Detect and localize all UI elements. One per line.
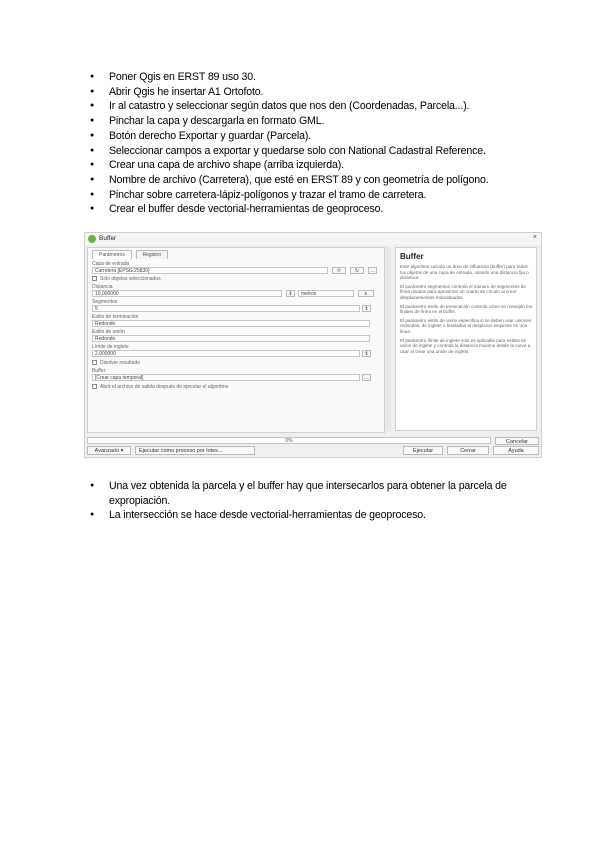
input-layer-label: Capa de entrada — [92, 261, 130, 267]
distance-unit-select[interactable]: metros — [298, 290, 354, 297]
list-item: ● Nombre de archivo (Carretera), que esté en ERST 89 y con geometría de polígono. — [86, 173, 546, 188]
scrollbar[interactable] — [385, 247, 391, 431]
distance-input[interactable]: 10,000000 — [92, 290, 282, 297]
list-item: ● Pinchar sobre carretera-lápiz-polígonos y trazar el tramo de carretera. — [86, 188, 546, 203]
close-button[interactable]: Cerrar — [447, 446, 489, 455]
output-browse-button[interactable]: … — [364, 375, 369, 381]
help-panel — [395, 247, 537, 431]
list-item: ● Crear una capa de archivo shape (arriba izquierda). — [86, 158, 546, 173]
close-icon[interactable]: × — [532, 234, 537, 241]
distance-label: Distancia — [92, 284, 113, 290]
dissolve-label: Disolver resultado — [100, 360, 141, 366]
tab-parameters[interactable]: Parámetros — [92, 250, 132, 259]
output-input[interactable]: [Crear capa temporal] — [92, 374, 360, 381]
input-layer-select[interactable]: Carretera [EPSG:25830] — [92, 267, 328, 274]
miter-limit-input[interactable]: 2,000000 — [92, 350, 360, 357]
list-item: ● Una vez obtenida la parcela y el buffer hay que intersecarlos para obtener la parcela de expropiación. — [86, 479, 546, 508]
end-cap-select[interactable]: Redondo — [92, 320, 370, 327]
parameters-pane — [87, 247, 385, 433]
list-item: ● Botón derecho Exportar y guardar (Parcela). — [86, 129, 546, 144]
dialog-titlebar — [85, 233, 541, 245]
list-item: ● Ir al catastro y seleccionar según datos que nos den (Coordenadas, Parcela...). — [86, 99, 546, 114]
dissolve-checkbox[interactable] — [92, 360, 97, 365]
help-paragraph: El parámetro segmentos controla el número de segmentos de línea usados para aproximar un cuarto de círculo al crear desplazamientos redondeados. — [400, 283, 526, 300]
dialog-title: Buffer — [99, 235, 117, 242]
help-paragraph: Este algoritmo calcula un área de influencia (buffer) para todos los objetos de una capa de entrada, usando una distancia fija o dinámica. — [400, 264, 529, 281]
list-item: ● Crear el buffer desde vectorial-herramientas de geoproceso. — [86, 202, 546, 217]
tab-bar — [92, 250, 170, 259]
list-item: ● Poner Qgis en ERST 89 uso 30. — [86, 70, 546, 85]
help-paragraph: El parámetro estilo de unión especifica si se deben usar uniones redondas, de inglete o biseladas al desplazar esquinas en una línea. — [400, 317, 532, 334]
instructions-list-top — [86, 70, 546, 217]
help-paragraph: El parámetro límite de inglete solo es aplicable para estilos de unión de inglete y controla la distancia máxima desde la curva a usar al crear una unión de inglete. — [400, 337, 531, 354]
expression-icon[interactable]: ε — [358, 290, 374, 297]
miter-spin-icon[interactable]: ⇕ — [362, 350, 371, 357]
help-button[interactable]: Ayuda — [493, 446, 539, 455]
qgis-logo-icon — [88, 235, 96, 243]
join-style-select[interactable]: Redondo — [92, 335, 370, 342]
iterate-icon[interactable]: ↻ — [350, 267, 364, 274]
segments-label: Segmentos — [92, 299, 118, 305]
open-output-checkbox[interactable] — [92, 384, 97, 389]
list-item: ● Abrir Qgis he insertar A1 Ortofoto. — [86, 85, 546, 100]
help-title: Buffer — [400, 252, 424, 261]
advanced-button[interactable]: Avanzado ▾ — [87, 446, 131, 455]
miter-limit-label: Límite de inglete — [92, 344, 129, 350]
cancel-button[interactable]: Cancelar — [495, 437, 539, 445]
help-paragraph: El parámetro estilo de terminación controla cómo se manejan los finales de línea en el buffer. — [400, 303, 533, 315]
tab-log[interactable]: Registro — [136, 250, 169, 259]
selected-only-label: Solo objetos seleccionados — [100, 276, 161, 282]
end-cap-label: Estilo de terminación — [92, 314, 139, 320]
distance-spin-icon[interactable]: ⇕ — [286, 290, 295, 297]
buffer-dialog-screenshot — [84, 232, 542, 458]
join-style-label: Estilo de unión — [92, 329, 125, 335]
segments-input[interactable]: 5 — [92, 305, 360, 312]
segments-spin-icon[interactable]: ⇕ — [362, 305, 371, 312]
options-button[interactable]: … — [370, 268, 375, 274]
list-item: ● La intersección se hace desde vectorial-herramientas de geoproceso. — [86, 508, 546, 523]
refresh-icon[interactable]: ⟳ — [332, 267, 346, 274]
output-label: Buffer — [92, 368, 106, 374]
run-button[interactable]: Ejecutar — [403, 446, 443, 455]
instructions-list-bottom — [86, 479, 546, 523]
list-item: ● Pinchar la capa y descargarla en formato GML. — [86, 114, 546, 129]
open-output-label: Abrir el archivo de salida después de ejecutar el algoritmo — [100, 384, 229, 390]
list-item: ● Seleccionar campos a exportar y quedarse solo con National Cadastral Reference. — [86, 144, 546, 159]
batch-process-button[interactable]: Ejecutar como proceso por lotes... — [135, 446, 255, 455]
progress-bar: 0% — [87, 437, 491, 444]
selected-only-checkbox[interactable] — [92, 276, 97, 281]
